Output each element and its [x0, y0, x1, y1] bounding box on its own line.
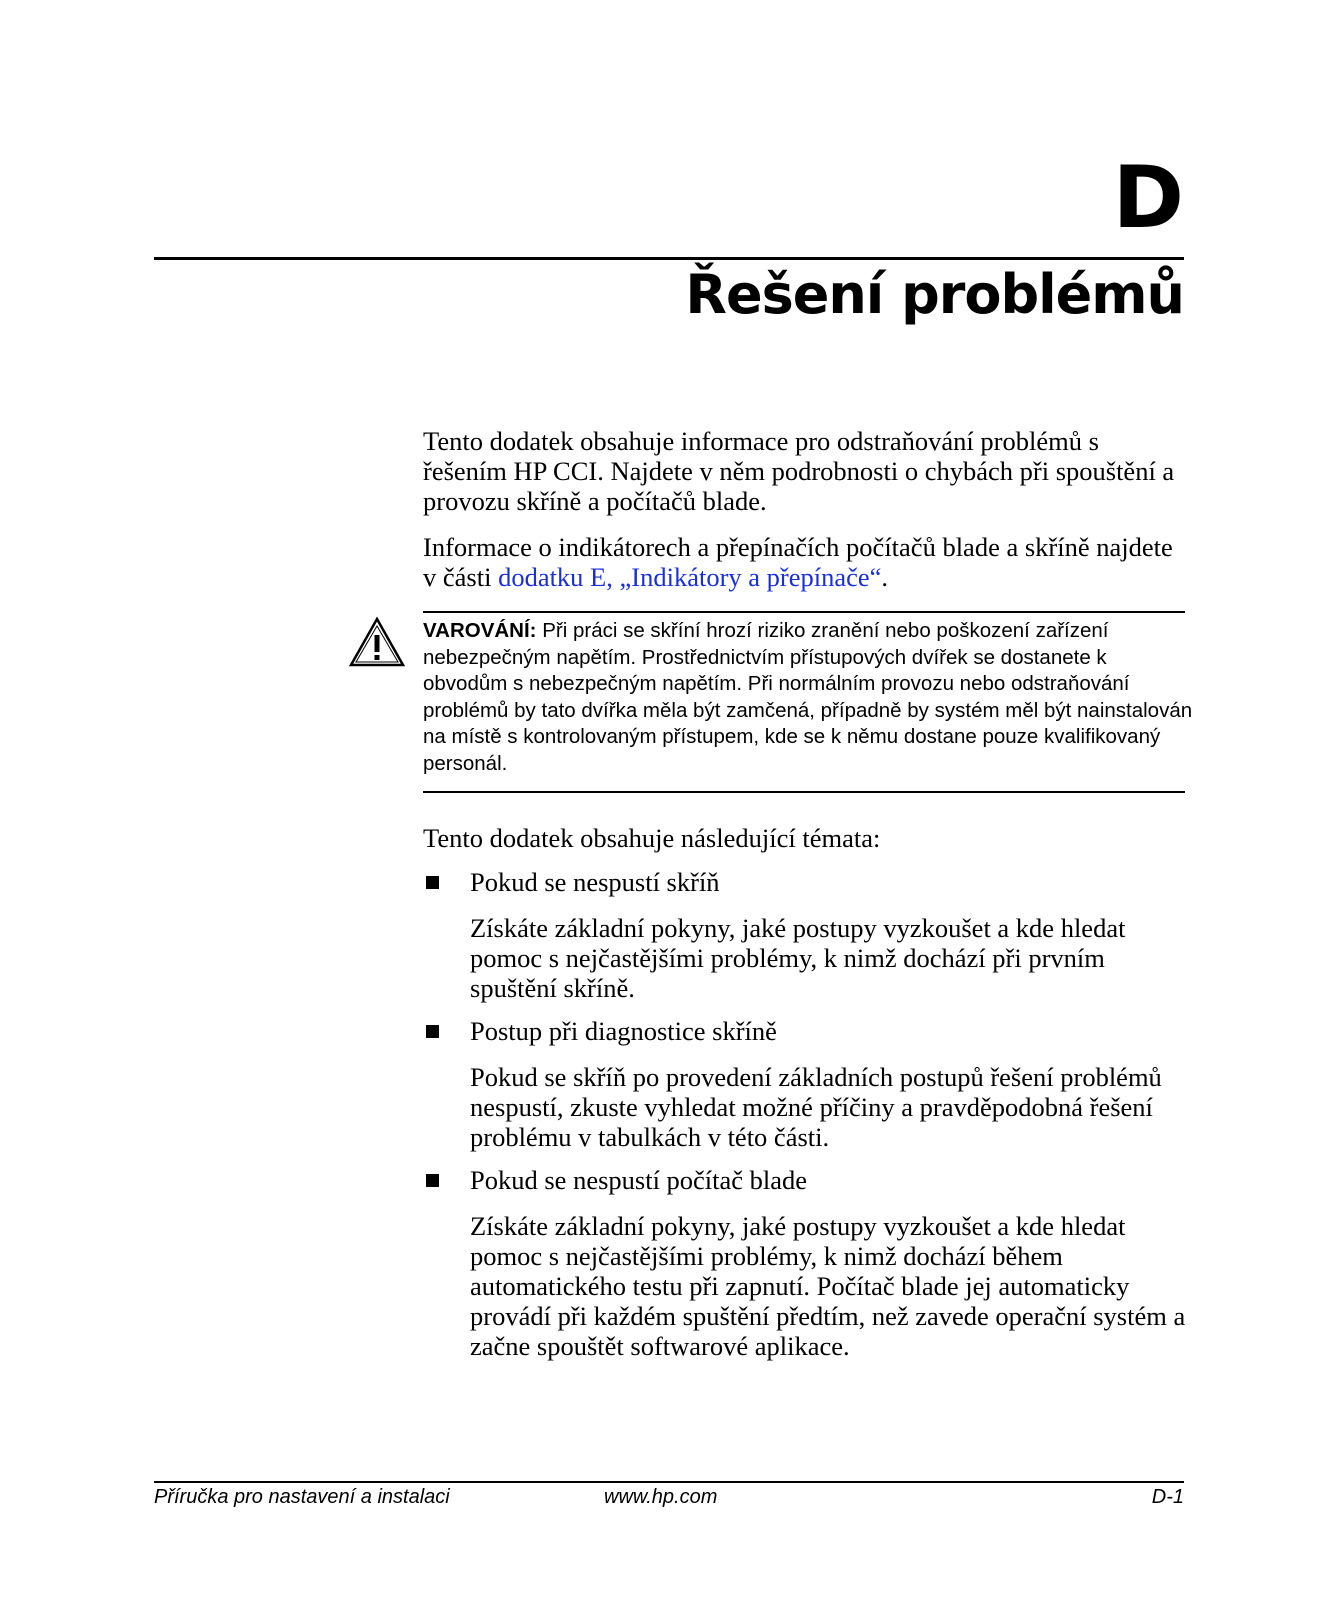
topic-description: Získáte základní pokyny, jaké postupy vyzkoušet a kde hledat pomoc s nejčastějšími problémy, k nimž dochází při prvním spuštění skříně. — [470, 913, 1126, 1003]
warning-triangle-icon — [348, 616, 406, 668]
bullet-square-icon — [426, 1025, 439, 1038]
warning-body: Při práci se skříní hrozí riziko zranění nebo poškození zařízení nebezpečným napětím. Prostřednictvím přístupových dvířek se dostanete k obvodům s nebezpečným napětím. Při normálním provozu nebo odstraňování problémů by tato dvířka měla být zamčená, případně by systém měl být nainstalován na místě s kontrolovaným přístupem, kde se k němu dostane pouze kvalifikovaný personál. — [423, 619, 1193, 775]
topic-description: Pokud se skříň po provedení základních postupů řešení problémů nespustí, zkuste vyhledat možné příčiny a pravděpodobná řešení problému v tabulkách v této části. — [470, 1062, 1162, 1152]
appendix-e-link[interactable]: dodatku E, „Indikátory a přepínače“ — [498, 562, 882, 592]
reference-end: . — [881, 562, 889, 592]
intro-paragraph-reference — [423, 532, 1183, 592]
reference-text: Informace o indikátorech a přepínačích počítačů blade a skříně najdete v části — [423, 532, 1173, 592]
topic-title: Pokud se nespustí počítač blade — [470, 1165, 808, 1195]
warning-note — [423, 618, 1193, 777]
topic-title: Pokud se nespustí skříň — [470, 867, 720, 897]
warning-top-rule — [423, 611, 1185, 613]
footer-manual-title: Příručka pro nastavení a instalaci — [154, 1486, 450, 1508]
warning-label: VAROVÁNÍ: — [423, 619, 537, 642]
footer-divider — [154, 1481, 1184, 1483]
bullet-square-icon — [426, 876, 439, 889]
footer-website: www.hp.com — [604, 1486, 718, 1508]
topics-intro: Tento dodatek obsahuje následující témata: — [423, 823, 881, 853]
topic-description: Získáte základní pokyny, jaké postupy vyzkoušet a kde hledat pomoc s nejčastějšími problémy, k nimž dochází během automatického testu při zapnutí. Počítač blade jej automaticky provádí při každém spuštění předtím, než zavede operační systém a začne spouštět softwarové aplikace. — [470, 1211, 1186, 1361]
chapter-letter: D — [1112, 148, 1184, 248]
topic-title: Postup při diagnostice skříně — [470, 1016, 777, 1046]
page-number: D-1 — [1151, 1486, 1184, 1508]
warning-bottom-rule — [423, 791, 1185, 793]
bullet-square-icon — [426, 1174, 439, 1187]
title-divider — [154, 257, 1184, 260]
intro-paragraph: Tento dodatek obsahuje informace pro odstraňování problémů s řešením HP CCI. Najdete v něm podrobnosti o chybách při spouštění a provozu skříně a počítačů blade. — [423, 426, 1175, 516]
page-title: Řešení problémů — [685, 263, 1184, 326]
